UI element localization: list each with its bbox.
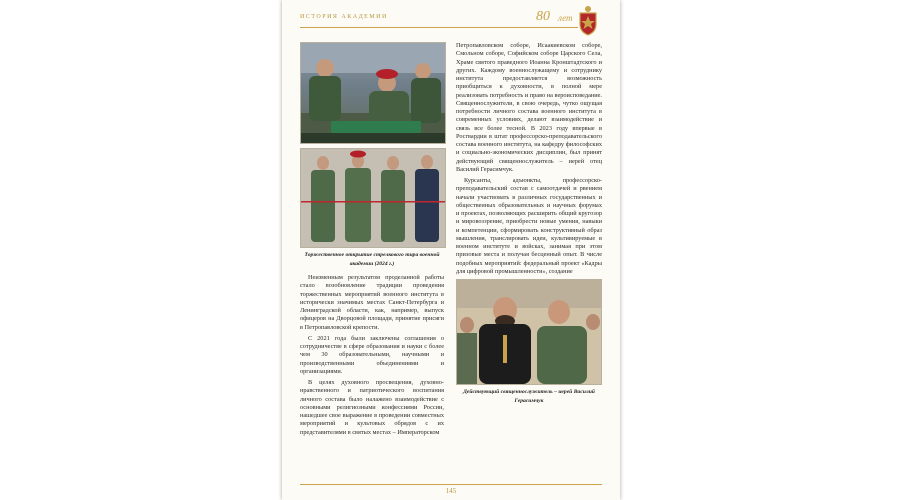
header-anniversary-number: 80 bbox=[536, 9, 550, 24]
header-rule bbox=[300, 27, 578, 28]
header-section-title: ИСТОРИЯ АКАДЕМИИ bbox=[300, 14, 388, 20]
photo-officers-at-table bbox=[301, 43, 445, 143]
photo-four-officers bbox=[301, 149, 445, 247]
paragraph: В целях духовного просвещения, духовно-нравственного и патриотического воспитания личного состава было налажено взаимодействие с основными религиозными конфессиями России, нашедшее свое выражение в проведении совместных мероприятий и культовых обрядов с их представителями в святых местах – Императорском bbox=[300, 379, 444, 436]
page-number: 145 bbox=[445, 487, 457, 495]
photo-shooting-range-ceremony bbox=[300, 42, 446, 144]
academy-emblem-icon bbox=[578, 4, 598, 36]
right-column bbox=[456, 42, 602, 405]
photo-priest-and-officer bbox=[457, 280, 601, 384]
paragraph: С 2021 года были заключены соглашения о сотрудничестве в сфере образования и науки с более чем 30 образовательными, научными и производственными объединениями и организациями. bbox=[300, 334, 444, 375]
photo-ribbon-cutting bbox=[300, 148, 446, 248]
paragraph: Курсанты, адъюнкты, профессорско-преподавательский состав с самоотдачей и рвением начали участвовать в различных государственных и общественных образовательных и научных форумах и проектах, позволяющих расширить общий кругозор и мировоззрение, приобрести новые умения, навыки и компетенции, сформировать конструктивный образ мышления, транслировать идеи, культивируемые в военном институте и войсках, занимая при этом призовые места и получая бесценный опыт. В числе подобных мероприятий: федеральный проект «Кадры для цифровой промышленности», создание bbox=[456, 177, 602, 275]
left-column bbox=[300, 42, 444, 437]
header-anniversary-word: лет bbox=[558, 13, 573, 23]
page-header bbox=[300, 0, 602, 30]
footer-rule bbox=[300, 484, 602, 485]
photo-priest-with-officers bbox=[456, 279, 602, 385]
photo-caption-shooting-range: Торжественное открытие стрелкового тира военной академии (2024 г.) bbox=[304, 252, 440, 267]
paragraph: Петропавловском соборе, Исаакиевском соборе, Смольном соборе, Софийском соборе Царского Села, Храме святого праведного Иоанна Кронштадтского и других. Каждому военнослужащему и сотруднику института предоставляется возможность приобщиться к духовности, в полной мере реализовать потребность и право на вероисповедание. Священнослужители, в свою очередь, чутко ощущая потребности личного состава военного института в современных условиях, делают взаимодействие и связь все более тесной. В 2023 году впервые в Росгвардии в штат профессорско-преподавательского состава военного института, на кафедру философских и социально-экономических дисциплин, был принят действующий священнослужитель – иерей отец Василий Герасимчук. bbox=[456, 42, 602, 173]
book-page bbox=[282, 0, 620, 500]
photo-caption-priest: Действующий священнослужитель – иерей Василий Герасимчук bbox=[463, 389, 595, 404]
paragraph: Неизменным результатом проделанной работы стало возобновление традиции проведения торжественных мероприятий военного института в исторически значимых местах Санкт-Петербурга и Ленинградской области, как, например, выпуск офицеров на Дворцовой площади, принятие присяги в Петропавловской крепости. bbox=[300, 274, 444, 331]
